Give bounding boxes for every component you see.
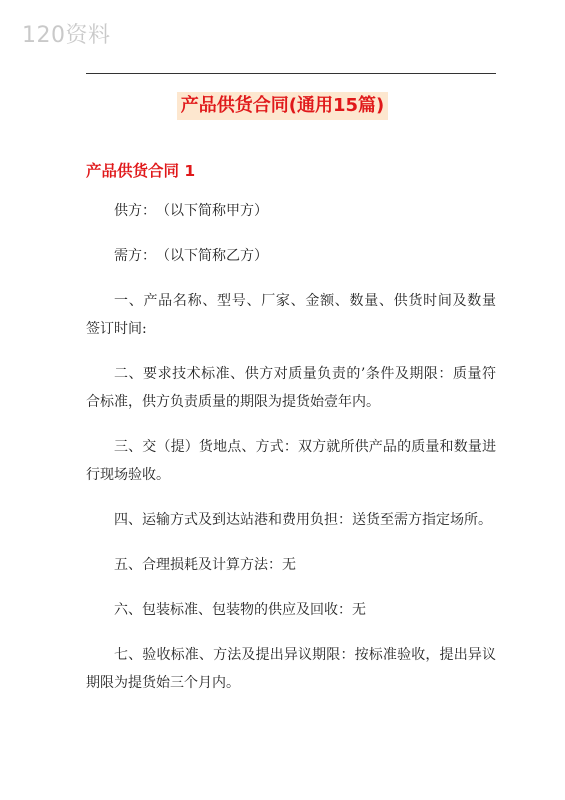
paragraph-clause-3: 三、交（提）货地点、方式：双方就所供产品的质量和数量进行现场验收。 bbox=[86, 439, 496, 483]
paragraph-clause-1: 一、产品名称、型号、厂家、金额、数量、供货时间及数量 签订时间: bbox=[86, 293, 496, 337]
document-title: 产品供货合同(通用15篇) bbox=[177, 92, 389, 120]
document-body bbox=[86, 197, 496, 714]
paragraph-supplier: 供方： （以下简称甲方） bbox=[114, 203, 268, 219]
paragraph-clause-4: 四、运输方式及到达站港和费用负担：送货至需方指定场所。 bbox=[114, 512, 492, 528]
paragraph-buyer: 需方： （以下简称乙方） bbox=[114, 248, 268, 264]
paragraph-clause-2: 二、要求技术标准、供方对质量负责的’条件及期限：质量符合标准，供方负责质量的期限为提货始壹年内。 bbox=[86, 366, 496, 410]
watermark: 120资料 bbox=[22, 23, 111, 48]
document-title-wrapper bbox=[0, 92, 565, 120]
section-title: 产品供货合同 1 bbox=[86, 162, 196, 180]
header-rule bbox=[86, 73, 496, 74]
paragraph-clause-5: 五、合理损耗及计算方法：无 bbox=[114, 557, 296, 573]
paragraph-clause-6: 六、包装标准、包装物的供应及回收：无 bbox=[114, 602, 366, 618]
paragraph-clause-7: 七、验收标准、方法及提出异议期限：按标准验收，提出异议期限为提货始三个月内。 bbox=[86, 647, 496, 691]
